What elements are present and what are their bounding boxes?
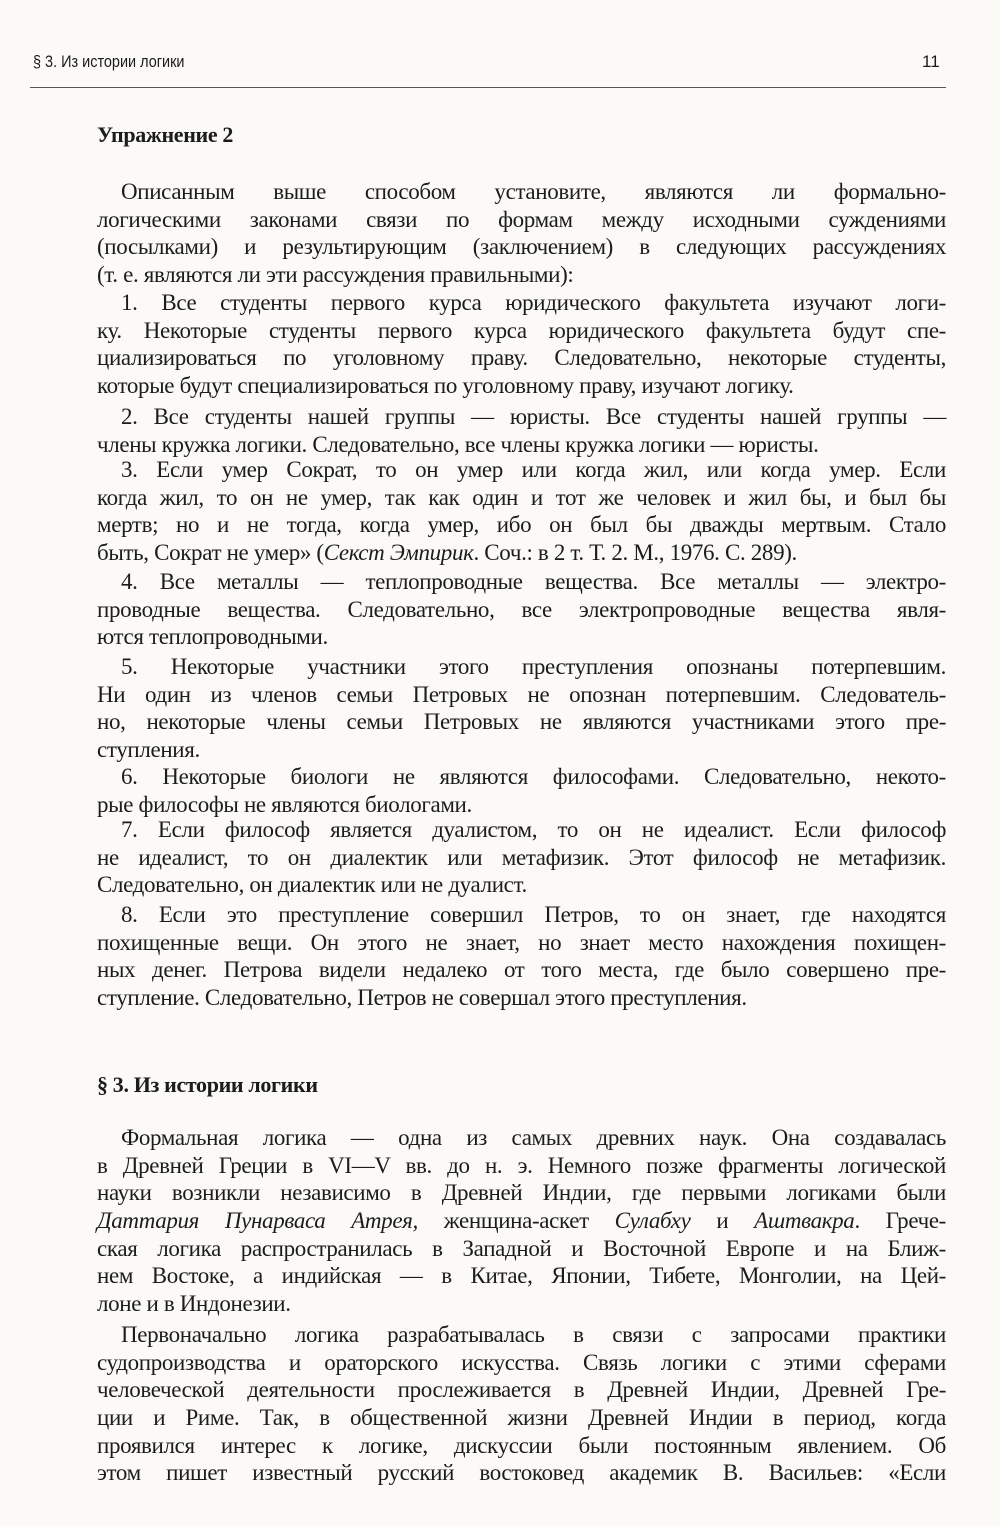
text-line: ются теплопроводными.	[97, 624, 328, 650]
item-5	[97, 653, 946, 764]
running-title: § 3. Из истории логики	[33, 52, 185, 71]
text-line: (т. е. являются ли эти рассуждения правильными):	[97, 262, 574, 288]
text-line: циализироваться по уголовному праву. Следовательно, некоторые студенты,	[97, 345, 946, 371]
text-line: ции и Риме. Так, в общественной жизни Древней Индии в период, когда	[97, 1405, 946, 1431]
item-8	[97, 901, 946, 1012]
text-line: проводные вещества. Следовательно, все электропроводные вещества явля-	[97, 596, 946, 622]
italic-name: Сулабху	[614, 1208, 691, 1234]
text-line: не идеалист, то он диалектик или метафизик. Этот философ не метафизик.	[97, 844, 946, 870]
text-line: 8. Если это преступление совершил Петров, то он знает, где находятся	[121, 902, 946, 927]
text-line	[97, 1207, 946, 1235]
text-line: ных денег. Петрова видели недалеко от того места, где было совершено пре-	[97, 957, 946, 983]
italic-name: Аштвакра	[754, 1208, 855, 1234]
text-line: которые будут специализироваться по уголовному праву, изучают логику.	[97, 373, 794, 399]
text-line: члены кружка логики. Следовательно, все члены кружка логики — юристы.	[97, 431, 819, 457]
text-line: науки возникли независимо в Древней Индии, где первыми логиками были	[97, 1180, 946, 1206]
history-para-2	[97, 1321, 946, 1487]
text-line: 5. Некоторые участники этого преступления опознаны потерпевшим.	[121, 654, 946, 679]
history-para-1	[97, 1124, 946, 1318]
text-line: 4. Все металлы — теплопроводные вещества. Все металлы — электро-	[121, 569, 946, 594]
text-segment: . Грече-	[854, 1208, 946, 1234]
text-line: ступления.	[97, 737, 200, 763]
header-rule	[30, 87, 946, 88]
text-line: лоне и в Индонезии.	[97, 1291, 291, 1317]
text-line: (посылками) и результирующим (заключением) в следующих рассуждениях	[97, 234, 946, 260]
item-6	[97, 763, 946, 818]
text-line: Ни один из членов семьи Петровых не опознан потерпевшим. Следователь-	[97, 681, 946, 707]
text-line: Следовательно, он диалектик или не дуалист.	[97, 872, 527, 898]
text-line: проявился интерес к логике, дискуссии были постоянным явлением. Об	[97, 1432, 946, 1458]
text-line: 2. Все студенты нашей группы — юристы. Все студенты нашей группы —	[121, 404, 946, 429]
item-4	[97, 568, 946, 651]
text-line: логическими законами связи по формам между исходными суждениями	[97, 206, 946, 232]
text-line	[97, 539, 946, 567]
text-line: когда жил, то он не умер, так как один и тот же человек и жил бы, и был бы	[97, 484, 946, 510]
section-heading	[97, 1071, 946, 1099]
text-line: Описанным выше способом установите, являются ли формально-	[121, 179, 946, 204]
item-3	[97, 456, 946, 567]
text-segment: быть, Сократ не умер» (	[97, 540, 324, 566]
heading-text: § 3. Из истории логики	[97, 1072, 318, 1097]
text-line: Формальная логика — одна из самых древних наук. Она создавалась	[121, 1125, 946, 1150]
exercise-intro	[97, 178, 946, 289]
page-number: 11	[922, 52, 940, 71]
text-line: ступление. Следовательно, Петров не совершал этого преступления.	[97, 985, 747, 1011]
text-line: 7. Если философ является дуалистом, то он не идеалист. Если философ	[121, 817, 946, 842]
text-segment: и	[690, 1208, 755, 1234]
text-line: мертв; но и не тогда, когда умер, ибо он был бы дважды мертвым. Стало	[97, 512, 946, 538]
text-line: ку. Некоторые студенты первого курса юридического факультета будут спе-	[97, 317, 946, 343]
text-line: похищенные вещи. Он этого не знает, но знает место нахождения похищен-	[97, 929, 946, 955]
text-segment: . Соч.: в 2 т. Т. 2. М., 1976. С. 289).	[473, 540, 797, 566]
text-line: судопроизводства и ораторского искусства. Связь логики с этими сферами	[97, 1349, 946, 1375]
heading-text: Упражнение 2	[97, 122, 234, 147]
item-7	[97, 816, 946, 899]
text-line: рые философы не являются биологами.	[97, 791, 472, 817]
italic-name: Секст Эмпирик	[323, 540, 474, 566]
text-segment: женщина-аскет	[417, 1208, 615, 1234]
text-line: 1. Все студенты первого курса юридического факультета изучают логи-	[121, 290, 946, 315]
text-line: ская логика распространилась в Западной и Восточной Европе и на Ближ-	[97, 1235, 946, 1261]
item-2	[97, 403, 946, 458]
text-line: этом пишет известный русский востоковед академик В. Васильев: «Если	[97, 1460, 946, 1486]
text-line: Первоначально логика разрабатывалась в связи с запросами практики	[121, 1322, 946, 1347]
text-line: 3. Если умер Сократ, то он умер или когда жил, или когда умер. Если	[121, 457, 946, 482]
text-line: нем Востоке, а индийская — в Китае, Японии, Тибете, Монголии, на Цей-	[97, 1263, 946, 1289]
item-1	[97, 289, 946, 400]
text-line: но, некоторые члены семьи Петровых не являются участниками этого пре-	[97, 709, 946, 735]
exercise-heading	[97, 121, 946, 149]
text-line: 6. Некоторые биологи не являются философами. Следовательно, некото-	[121, 764, 946, 789]
text-line: в Древней Греции в VI—V вв. до н. э. Немного позже фрагменты логической	[97, 1152, 946, 1178]
italic-name: Даттария Пунарваса Атрея,	[97, 1208, 418, 1234]
text-line: человеческой деятельности прослеживается в Древней Индии, Древней Гре-	[97, 1377, 946, 1403]
